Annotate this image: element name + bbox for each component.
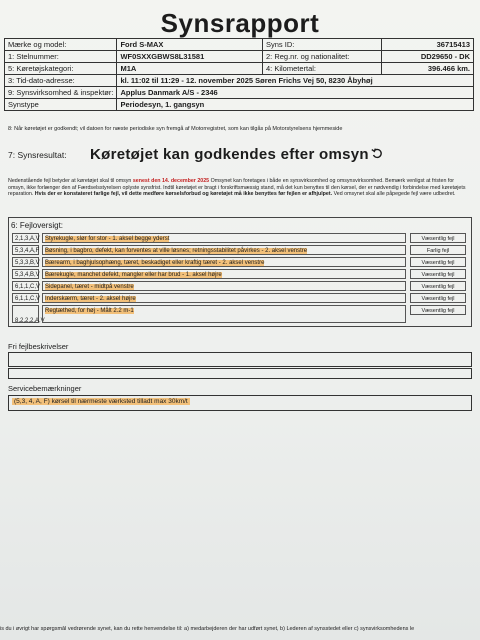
free-description-label: Fri fejlbeskrivelser <box>8 342 69 351</box>
defect-row <box>12 233 466 243</box>
service-notes-label: Servicebemærkninger <box>8 384 82 393</box>
info-row-inspector <box>5 87 474 99</box>
defects-header: 6: Fejloversigt: <box>11 221 64 230</box>
info-label: Synstype <box>5 99 117 111</box>
info-row-category <box>5 63 474 75</box>
defect-desc: Inderskærm, tæret - 2. aksel højre <box>42 293 406 303</box>
free-description-box-2 <box>8 368 472 379</box>
warning-text: Hvis der er konstateret farlige fejl, vil dette medføre kørselsforbud og køretøjet må ikke benyttes før fejlen er afhjulpet. <box>34 191 333 197</box>
info-value: Periodesyn, 1. gangsyn <box>117 99 474 111</box>
defect-desc: Bærekugle, manchet defekt, mangler eller har brud - 1. aksel højre <box>42 269 406 279</box>
report-title: Synsrapport <box>160 8 320 38</box>
para-text: Ved omsynet skal alle påpegede fejl være udbedret. <box>332 191 456 197</box>
deadline-text: senest den 14. december 2025 <box>132 178 210 184</box>
info-label: 1: Stelnummer: <box>5 51 117 63</box>
defect-code: 6,1,1,C,V <box>12 281 39 291</box>
info-row-type <box>5 99 474 111</box>
info-label: Syns ID: <box>263 39 382 51</box>
recycle-arrow-icon <box>371 146 383 163</box>
result-paragraph <box>8 178 472 198</box>
info-value: Ford S-MAX <box>117 39 263 51</box>
info-label: 9: Synsvirksomhed & inspektør: <box>5 87 117 99</box>
info-value: kl. 11:02 til 11:29 - 12. november 2025 Søren Frichs Vej 50, 8230 Åbyhøj <box>117 75 474 87</box>
info-value: WF0SXXGBWS8L31581 <box>117 51 263 63</box>
service-notes-text: (5,3, 4, A, F) kørsel til nærmeste værksted tilladt max 30km/t <box>14 398 188 405</box>
defect-row <box>12 257 466 267</box>
result-label: 7: Synsresultat: <box>8 150 67 160</box>
defect-row <box>12 281 466 291</box>
para-text: Nedenstående fejl betyder at køretøjet skal til omsyn <box>8 178 133 184</box>
defect-desc: Sidepanel, tæret - midtpå venstre <box>42 281 406 291</box>
info-value: DD29650 - DK <box>382 51 474 63</box>
info-value: M1A <box>117 63 263 75</box>
defect-severity: Væsentlig fejl <box>410 257 466 267</box>
info-row-vin <box>5 51 474 63</box>
defect-severity: Væsentlig fejl <box>410 281 466 291</box>
info-label: 4: Kilometertal: <box>263 63 382 75</box>
result-row <box>8 140 473 170</box>
defect-severity: Væsentlig fejl <box>410 305 466 315</box>
defect-desc: Bærearm, i baghjulsophæng, tæret, beskadiget eller kraftig tæret - 2. aksel venstre <box>42 257 406 267</box>
defect-severity: Væsentlig fejl <box>410 269 466 279</box>
info-label: 2: Reg.nr. og nationalitet: <box>263 51 382 63</box>
defect-row <box>12 269 466 279</box>
defect-code: 5,3,4,A,F <box>12 245 39 255</box>
defect-row <box>12 305 466 323</box>
info-row-time <box>5 75 474 87</box>
info-label: 3: Tid-dato-adresse: <box>5 75 117 87</box>
defect-code: 2,1,3,A,V <box>12 233 39 243</box>
defects-box <box>8 217 472 327</box>
defect-row <box>12 245 466 255</box>
result-text: Køretøjet kan godkendes efter omsyn <box>90 146 383 163</box>
defect-code: 6,1,1,C,V <box>12 293 39 303</box>
defect-desc: Bøsning, i bagbro, defekt, kan forventes at ville løsnes; retningsstabilitet påvirkes - 2. aksel venstre <box>42 245 406 255</box>
defect-code: 8,2,2,2,A,V <box>12 305 39 323</box>
defect-severity: Farlig fejl <box>410 245 466 255</box>
service-notes-box <box>8 395 472 411</box>
footnote: 8: Når køretøjet er godkendt; vil datoen for næste periodiske syn fremgå af Motorregistret, som kan tilgås på Motorstyrelsens hjemmeside <box>8 126 343 132</box>
defect-row <box>12 293 466 303</box>
defect-code: 5,3,3,B,V <box>12 257 39 267</box>
info-value: 396.466 km. <box>382 63 474 75</box>
defect-code: 5,3,4,B,V <box>12 269 39 279</box>
defect-severity: Væsentlig fejl <box>410 233 466 243</box>
defect-desc: Styrekugle, slør for stor - 1. aksel begge yderst <box>42 233 406 243</box>
free-description-box <box>8 352 472 367</box>
defect-desc: Regtæthed, for høj - Målt 2.2 m-1 <box>42 305 406 323</box>
info-row-model <box>5 39 474 51</box>
info-value: Applus Danmark A/S - 2346 <box>117 87 474 99</box>
info-value: 36715413 <box>382 39 474 51</box>
bottom-text: is du i øvrigt har spørgsmål vedrørende synet, kan du rette henvendelse til: a) medarbejderen der har udført synet, b) Lederen af synsstedet eller c) synsvirksomhedens le <box>0 626 415 632</box>
info-label: 5: Køretøjskategori: <box>5 63 117 75</box>
info-label: Mærke og model: <box>5 39 117 51</box>
defect-severity: Væsentlig fejl <box>410 293 466 303</box>
vehicle-info-table <box>4 38 474 111</box>
para-text: Omsynet kan foretages i både en synsvirksomhed og omsynsvirksomhed. Bemærk venligst at fristen for omsyn, ikke forlænger den af Færdselsstyrelsen oplyste synsfrist. Indtil køretøjet er bragt i forskriftsmæssig stand, må det kun benyttes til den kørsel, der er nødvendig i forbindelse med køretøjets reparation. <box>8 178 466 197</box>
